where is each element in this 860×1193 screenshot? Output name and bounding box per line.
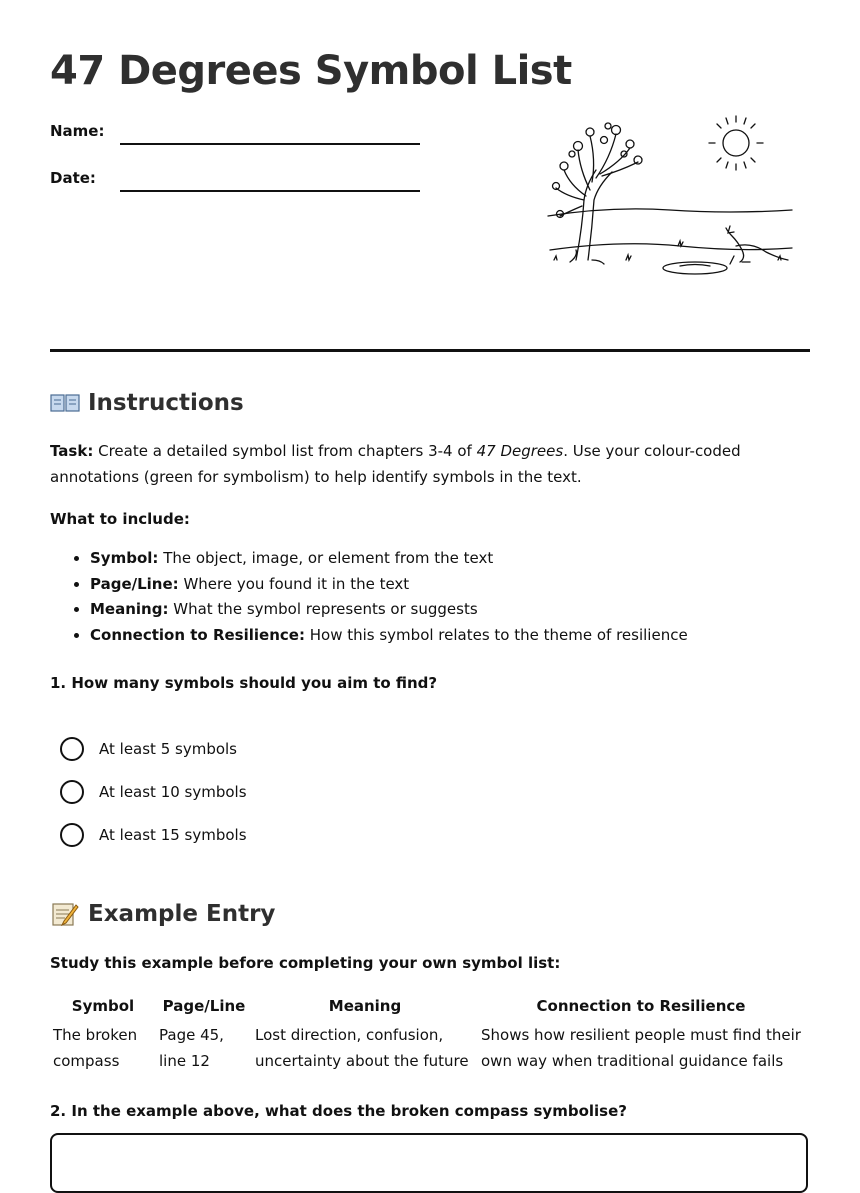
option-5-symbols[interactable]: At least 5 symbols: [60, 737, 237, 761]
name-field: [50, 122, 104, 140]
task-text-2: . Use your colour-coded annotations (green for symbolism) to help identify symbols in the text.: [50, 442, 741, 486]
name-label: Name:: [50, 122, 105, 140]
instructions-heading-text: Instructions: [88, 390, 244, 416]
option-15-symbols[interactable]: At least 15 symbols: [60, 823, 247, 847]
header-divider: [50, 349, 810, 352]
example-heading-text: Example Entry: [88, 901, 276, 927]
question-1: 1. How many symbols should you aim to find?: [50, 674, 438, 692]
page-title: 47 Degrees Symbol List: [50, 48, 572, 94]
include-list: [50, 546, 688, 649]
cell-meaning: Lost direction, confusion, uncertainty about the future: [255, 1026, 469, 1070]
option-10-symbols[interactable]: At least 10 symbols: [60, 780, 247, 804]
instructions-heading: [50, 390, 244, 416]
outback-illustration: [530, 50, 810, 325]
column-header-connection: Connection to Resilience: [536, 997, 746, 1015]
list-item: • Symbol: The object, image, or element from the text: [90, 546, 688, 572]
task-paragraph: [50, 438, 810, 490]
name-input-line[interactable]: [120, 143, 420, 145]
column-header-page-line: Page/Line: [162, 997, 246, 1015]
cell-page-line: Page 45, line 12: [159, 1026, 224, 1070]
open-book-icon: [50, 390, 80, 416]
list-item: • Page/Line: Where you found it in the text: [90, 572, 688, 598]
radio-button[interactable]: [60, 823, 84, 847]
list-item: • Meaning: What the symbol represents or suggests: [90, 597, 688, 623]
example-table: [50, 994, 804, 1076]
cell-connection: Shows how resilient people must find their own way when traditional guidance fails: [481, 1026, 801, 1070]
date-field: [50, 169, 96, 187]
date-label: Date:: [50, 169, 96, 187]
list-item: • Connection to Resilience: How this symbol relates to the theme of resilience: [90, 623, 688, 649]
table-row: [50, 1021, 804, 1076]
example-intro: Study this example before completing your own symbol list:: [50, 954, 561, 972]
radio-button[interactable]: [60, 780, 84, 804]
column-header-meaning: Meaning: [328, 997, 402, 1015]
answer-textbox[interactable]: [50, 1133, 808, 1193]
date-input-line[interactable]: [120, 190, 420, 192]
memo-icon: [50, 901, 80, 927]
book-title: 47 Degrees: [476, 442, 564, 460]
task-label: Task:: [50, 442, 94, 460]
cell-symbol: The broken compass: [53, 1026, 138, 1070]
example-heading: [50, 901, 275, 927]
column-header-symbol: Symbol: [71, 997, 135, 1015]
task-text-1: Create a detailed symbol list from chapters 3-4 of: [98, 442, 472, 460]
table-header-row: [50, 994, 804, 1021]
radio-button[interactable]: [60, 737, 84, 761]
include-heading: What to include:: [50, 510, 190, 528]
question-2: 2. In the example above, what does the broken compass symbolise?: [50, 1102, 627, 1120]
